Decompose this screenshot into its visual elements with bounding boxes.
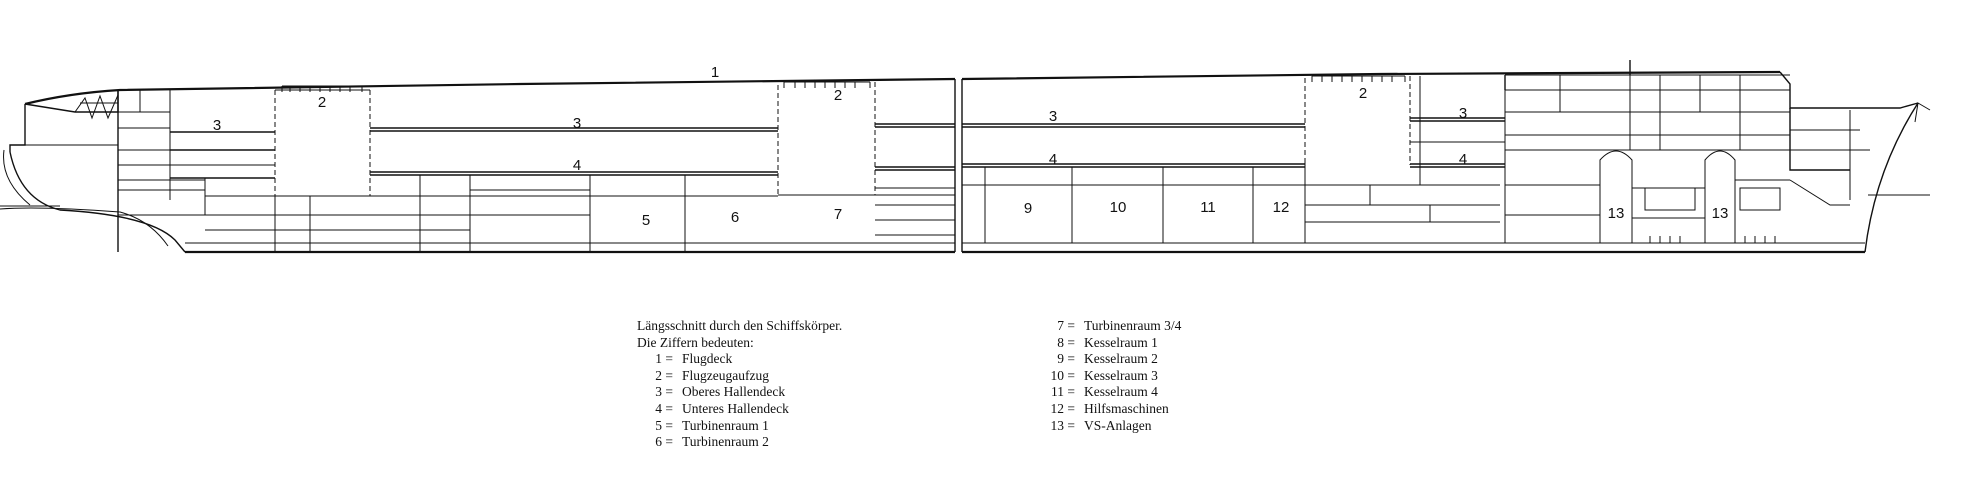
label-turbine-room-3-4: 7 [833, 206, 843, 223]
legend-item [1027, 351, 1181, 368]
label-boiler-room-3: 11 [1200, 199, 1216, 216]
legend-item [1027, 384, 1181, 401]
label-elevator-mid: 2 [833, 87, 843, 104]
legend-number: 3 = [655, 384, 673, 400]
legend-item [1027, 418, 1181, 435]
aft-structure [1305, 75, 1870, 243]
waterline [0, 195, 1930, 206]
legend-item [637, 418, 842, 435]
legend-number: 9 = [1057, 351, 1075, 367]
hull-labels [213, 64, 1729, 229]
legend-item [1027, 335, 1181, 352]
island [1505, 60, 1790, 90]
label-lower-hangar-aft-2: 4 [1458, 151, 1468, 168]
caption-left [637, 318, 842, 451]
caption-right [1027, 318, 1181, 434]
legend-item [1027, 318, 1181, 335]
legend-label: Kesselraum 3 [1084, 367, 1158, 383]
label-vs-plant-2: 13 [1711, 205, 1729, 222]
elevator-aft [1305, 76, 1410, 165]
legend-number: 5 = [655, 417, 673, 433]
legend-number: 12 = [1050, 400, 1075, 416]
label-lower-hangar-aft-1: 4 [1048, 151, 1058, 168]
legend-number: 2 = [655, 367, 673, 383]
legend-label: VS-Anlagen [1084, 417, 1152, 433]
legend-label: Kesselraum 4 [1084, 384, 1158, 400]
legend-number: 13 = [1050, 417, 1075, 433]
legend-number: 4 = [655, 400, 673, 416]
legend-label: Oberes Hallendeck [682, 384, 786, 400]
legend-label: Flugzeugaufzug [682, 367, 769, 383]
label-flight-deck: 1 [710, 64, 720, 81]
legend-number: 6 = [655, 434, 673, 450]
legend-item [637, 434, 842, 451]
hull-outline [10, 72, 1930, 252]
hangar-decks-mid [875, 124, 955, 235]
caption-title: Längsschnitt durch den Schiffskörper. [637, 318, 843, 333]
label-auxiliary-machinery: 12 [1272, 199, 1290, 216]
legend-label: Turbinenraum 1 [682, 417, 769, 433]
hangar-decks-forward [370, 128, 778, 252]
boiler-section [962, 124, 1305, 243]
legend-label: Flugdeck [682, 351, 733, 367]
label-upper-hangar-aft-1: 3 [1048, 108, 1058, 125]
elevator-mid [778, 82, 955, 195]
legend-label: Unteres Hallendeck [682, 400, 789, 416]
label-boiler-room-2: 10 [1109, 199, 1127, 216]
label-lower-hangar-fwd: 4 [572, 157, 582, 174]
legend-label: Turbinenraum 2 [682, 434, 769, 450]
legend-label: Kesselraum 2 [1084, 351, 1158, 367]
label-elevator-fwd: 2 [317, 94, 327, 111]
label-upper-hangar-mid: 3 [572, 115, 582, 132]
legend-number: 7 = [1057, 318, 1075, 333]
legend-item [637, 368, 842, 385]
legend-item [637, 351, 842, 368]
label-elevator-aft: 2 [1358, 85, 1368, 102]
label-upper-hangar-aft-2: 3 [1458, 105, 1468, 122]
legend-number: 8 = [1057, 334, 1075, 350]
legend-number: 10 = [1050, 367, 1075, 383]
label-upper-hangar-fwd: 3 [212, 117, 222, 134]
legend-label: Turbinenraum 3/4 [1084, 318, 1182, 333]
label-vs-plant-1: 13 [1607, 205, 1625, 222]
legend-item [637, 401, 842, 418]
legend-item [1027, 368, 1181, 385]
legend-item [637, 384, 842, 401]
legend-list-right [1027, 318, 1181, 434]
legend-number: 1 = [655, 351, 673, 367]
legend-label: Hilfsmaschinen [1084, 400, 1169, 416]
legend-list-left [637, 351, 842, 451]
label-boiler-room-1: 9 [1023, 200, 1033, 217]
caption-subtitle: Die Ziffern bedeuten: [637, 334, 754, 350]
legend-number: 11 = [1051, 384, 1075, 400]
label-turbine-room-2: 6 [730, 209, 740, 226]
bow-wave-lines [0, 150, 168, 246]
legend-label: Kesselraum 1 [1084, 334, 1158, 350]
label-turbine-room-1: 5 [641, 212, 651, 229]
legend-item [1027, 401, 1181, 418]
